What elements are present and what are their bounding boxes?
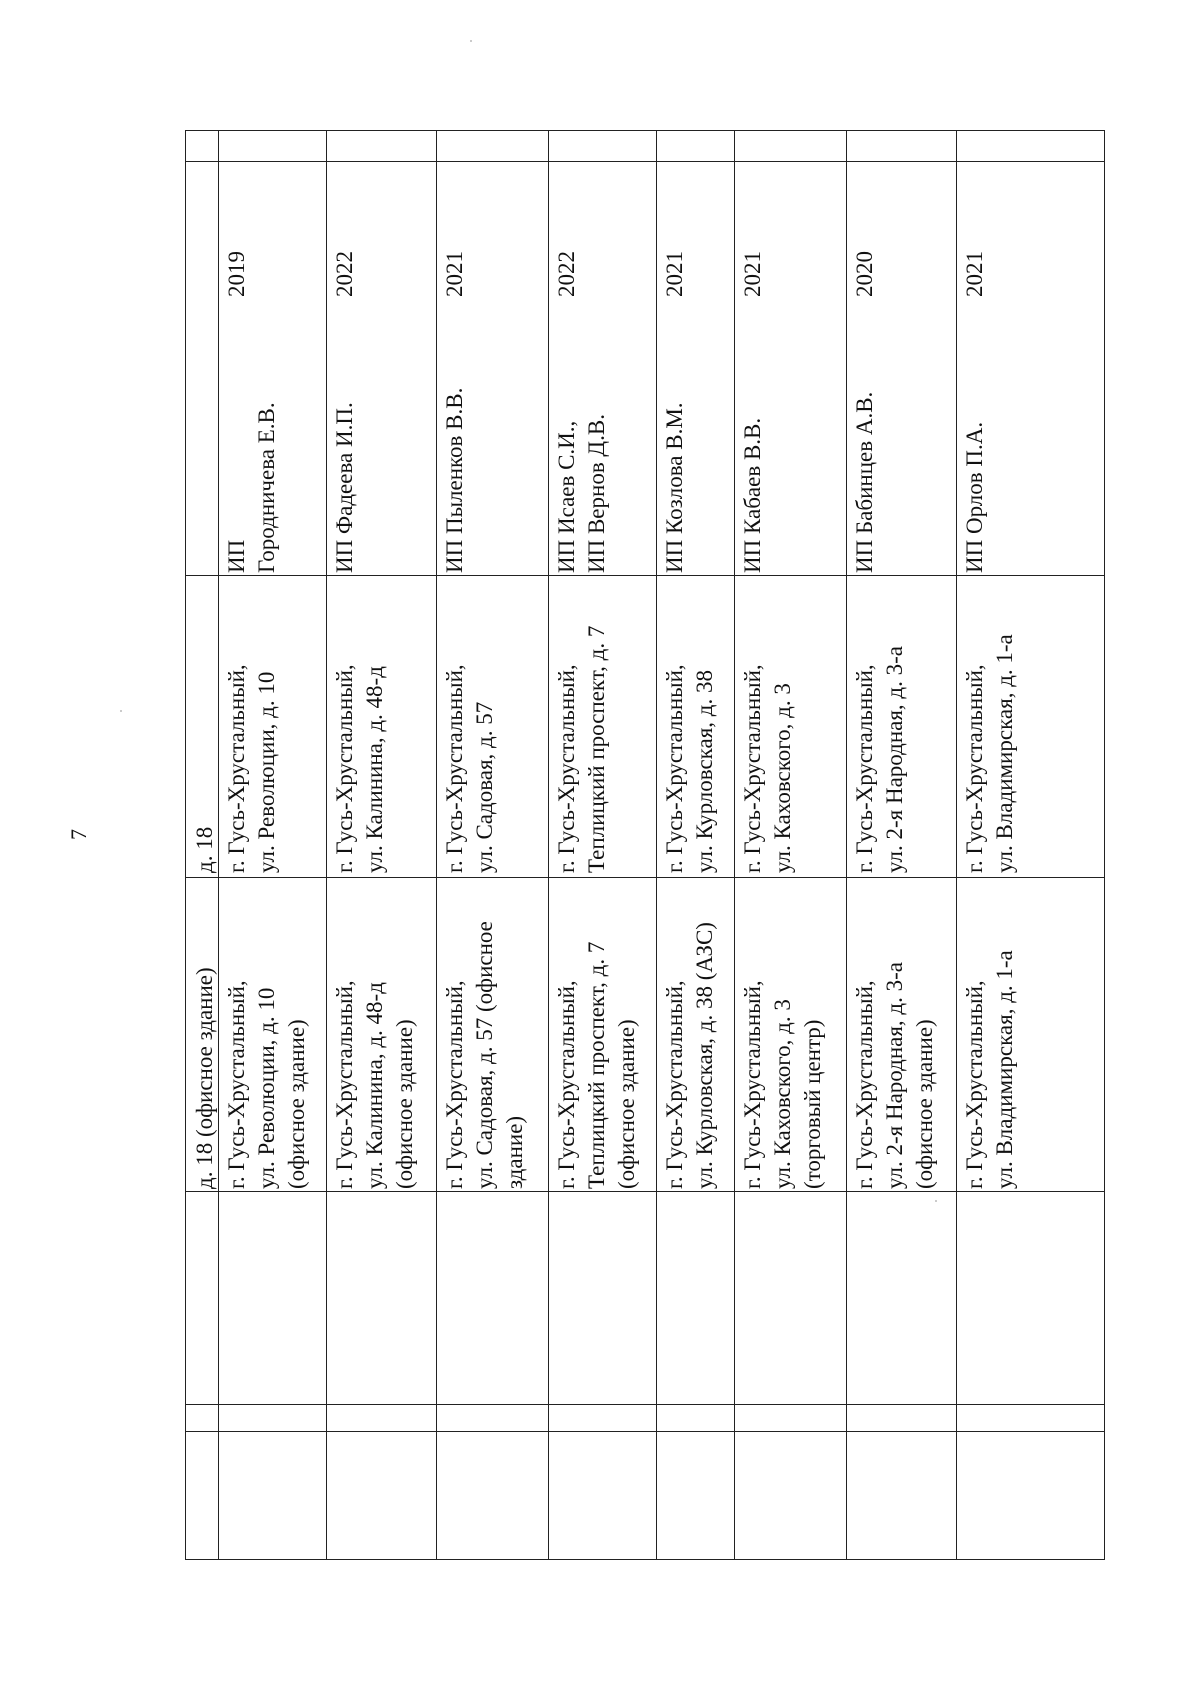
address-cell-line: г. Гусь-Хрустальный,	[554, 980, 579, 1189]
row-divider	[548, 131, 549, 1559]
short-address-cell-line: г. Гусь-Хрустальный,	[332, 664, 357, 873]
year-cell	[850, 251, 880, 297]
address-cell-line: г. Гусь-Хрустальный,	[332, 980, 357, 1189]
short-address-cell-line: ул. Каховского, д. 3	[770, 683, 795, 873]
address-cell-line: ул. 2-я Народная, д. 3-а	[882, 962, 907, 1189]
year-cell-line: 2020	[852, 251, 877, 297]
address-cell	[738, 980, 828, 1189]
row-divider	[734, 131, 735, 1559]
column-divider	[186, 161, 1104, 162]
year-cell-line: 2022	[554, 251, 579, 297]
address-cell-line: (офисное здание)	[284, 1019, 309, 1189]
short-address-cell-line: г. Гусь-Хрустальный,	[554, 664, 579, 873]
address-cell	[552, 942, 642, 1189]
short-address-cell-line: г. Гусь-Хрустальный,	[962, 664, 987, 873]
year-cell-line: 2022	[332, 251, 357, 297]
year-cell	[738, 251, 768, 297]
owner-cell-line: ИП Фадеева И.П.	[332, 402, 357, 573]
owner-cell-line: ИП Вернов Д.В.	[584, 414, 609, 573]
short-address-cell-line: г. Гусь-Хрустальный,	[442, 664, 467, 873]
owner-cell-line: ИП Исаев С.И.,	[554, 420, 579, 573]
address-cell-line: ул. Садовая, д. 57 (офисное	[472, 921, 497, 1189]
short-address-cell-line: г. Гусь-Хрустальный,	[852, 664, 877, 873]
page-number: 7	[66, 829, 91, 840]
address-cell	[330, 980, 420, 1189]
short-address-cell	[330, 664, 390, 873]
owner-cell	[552, 414, 612, 573]
owner-cell-line: ИП	[224, 539, 249, 573]
address-cell	[850, 962, 940, 1189]
short-address-cell-line: ул. Революции, д. 10	[254, 671, 279, 873]
owner-cell	[330, 402, 360, 573]
column-divider	[186, 1431, 1104, 1432]
row-divider	[846, 131, 847, 1559]
short-address-cell	[738, 664, 798, 873]
address-cell-line: ул. Курловская, д. 38 (АЗС)	[692, 922, 717, 1189]
address-cell-line: г. Гусь-Хрустальный,	[662, 980, 687, 1189]
address-cell-line: ул. Калинина, д. 48-д	[362, 982, 387, 1189]
year-cell	[330, 251, 360, 297]
owner-cell-line: ИП Орлов П.А.	[962, 421, 987, 573]
row-divider	[656, 131, 657, 1559]
address-cell-line: (торговый центр)	[800, 1019, 825, 1189]
short-address-cell-line: ул. Курловская, д. 38	[692, 669, 717, 873]
address-cell-line: ул. Каховского, д. 3	[770, 999, 795, 1189]
short-address-cell-line: г. Гусь-Хрустальный,	[662, 664, 687, 873]
year-cell-line: 2021	[442, 251, 467, 297]
column-divider	[186, 1191, 1104, 1192]
owner-cell	[440, 388, 470, 573]
short-address-cell	[440, 664, 500, 873]
address-cell-line: ул. Революции, д. 10	[254, 987, 279, 1189]
year-cell-line: 2021	[662, 251, 687, 297]
address-cell-line: (офисное здание)	[912, 1019, 937, 1189]
short-address-cell-line: Теплицкий проспект, д. 7	[584, 625, 609, 873]
row-divider	[436, 131, 437, 1559]
year-cell	[960, 251, 990, 297]
address-cell-line: г. Гусь-Хрустальный,	[224, 980, 249, 1189]
short-address-cell-line: ул. Садовая, д. 57	[472, 701, 497, 873]
row-divider	[326, 131, 327, 1559]
short-address-cell-line: ул. Владимирская, д. 1-а	[992, 634, 1017, 873]
scan-speck	[935, 1200, 937, 1202]
address-cell-line: г. Гусь-Хрустальный,	[740, 980, 765, 1189]
owner-cell-line: ИП Пыленков В.В.	[442, 387, 467, 573]
short-address-cell	[850, 646, 910, 873]
rotated-table	[185, 130, 1105, 1560]
year-cell-line: 2019	[224, 251, 249, 297]
year-cell	[440, 251, 470, 297]
address-cell-line: ул. Владимирская, д. 1-а	[992, 950, 1017, 1189]
address-cell	[960, 950, 1020, 1189]
address-cell-line: г. Гусь-Хрустальный,	[852, 980, 877, 1189]
short-address-cell	[660, 664, 720, 873]
year-cell-line: 2021	[962, 251, 987, 297]
address-cell-line: (офисное здание)	[392, 1019, 417, 1189]
owner-cell-line: Городничева Е.В.	[254, 402, 279, 573]
year-cell-line: 2021	[740, 251, 765, 297]
year-cell	[222, 251, 252, 297]
address-cell	[440, 921, 530, 1189]
owner-cell	[850, 392, 880, 573]
row-divider	[956, 131, 957, 1559]
address-cell	[190, 967, 220, 1189]
owner-cell-line: ИП Козлова В.М.	[662, 402, 687, 573]
address-cell-line: д. 18 (офисное здание)	[192, 967, 217, 1189]
owner-cell-line: ИП Бабинцев А.В.	[852, 391, 877, 573]
owner-cell-line: ИП Кабаев В.В.	[740, 417, 765, 573]
address-cell-line: (офисное здание)	[614, 1019, 639, 1189]
scan-speck	[470, 40, 472, 42]
short-address-cell-line: г. Гусь-Хрустальный,	[740, 664, 765, 873]
address-cell-line: Теплицкий проспект, д. 7	[584, 941, 609, 1189]
short-address-cell-line: г. Гусь-Хрустальный,	[224, 664, 249, 873]
address-cell-line: здание)	[502, 1115, 527, 1189]
year-cell	[660, 251, 690, 297]
column-divider	[186, 1404, 1104, 1405]
short-address-cell-line: ул. 2-я Народная, д. 3-а	[882, 646, 907, 873]
short-address-cell	[960, 634, 1020, 873]
address-cell-line: г. Гусь-Хрустальный,	[962, 980, 987, 1189]
address-cell	[660, 922, 720, 1189]
short-address-cell	[552, 626, 612, 873]
short-address-cell	[222, 664, 282, 873]
scan-speck	[120, 710, 122, 712]
column-divider	[186, 575, 1104, 576]
owner-cell	[738, 418, 768, 573]
short-address-cell-line: д. 18	[192, 826, 217, 873]
address-cell-line: г. Гусь-Хрустальный,	[442, 980, 467, 1189]
owner-cell	[222, 402, 282, 573]
address-cell	[222, 980, 312, 1189]
column-divider	[186, 877, 1104, 878]
short-address-cell	[190, 827, 220, 873]
year-cell	[552, 251, 582, 297]
owner-cell	[660, 402, 690, 573]
owner-cell	[960, 422, 990, 573]
short-address-cell-line: ул. Калинина, д. 48-д	[362, 666, 387, 873]
